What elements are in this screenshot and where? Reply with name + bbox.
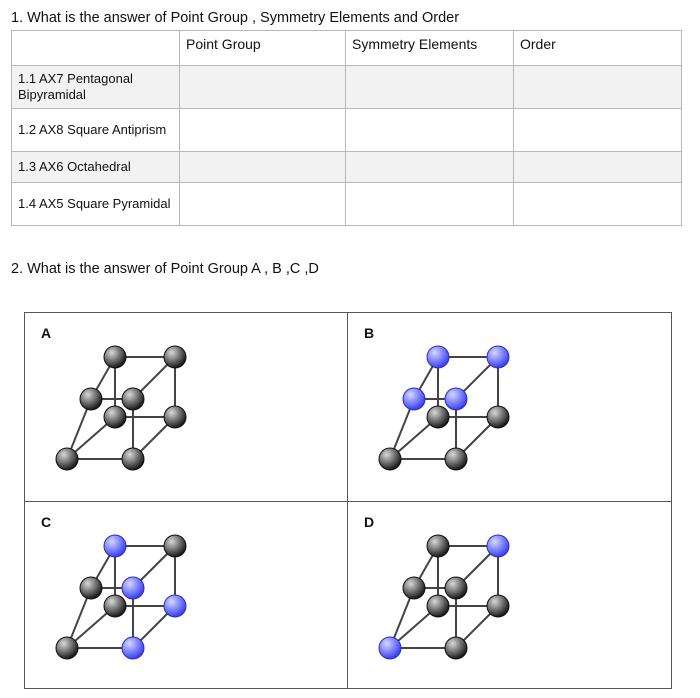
black-atom	[427, 535, 449, 557]
black-atom	[80, 388, 102, 410]
molecule-grid	[24, 312, 672, 689]
header-cell-empty	[12, 31, 180, 66]
black-atom	[104, 406, 126, 428]
header-symmetry-elements: Symmetry Elements	[346, 31, 514, 66]
black-atom	[487, 595, 509, 617]
black-atom	[104, 346, 126, 368]
black-atom	[487, 406, 509, 428]
black-atom	[445, 448, 467, 470]
black-atom	[164, 535, 186, 557]
black-atom	[56, 637, 78, 659]
point-group-cell[interactable]	[180, 66, 346, 109]
panel-label: B	[364, 325, 375, 341]
black-atom	[104, 595, 126, 617]
cube-diagram	[25, 313, 347, 500]
symmetry-elements-cell[interactable]	[346, 66, 514, 109]
order-cell[interactable]	[514, 109, 682, 152]
header-point-group: Point Group	[180, 31, 346, 66]
table-row	[12, 66, 682, 109]
order-cell[interactable]	[514, 66, 682, 109]
panel-d	[348, 502, 670, 689]
black-atom	[56, 448, 78, 470]
blue-atom	[104, 535, 126, 557]
panel-label: D	[364, 514, 375, 530]
blue-atom	[487, 535, 509, 557]
blue-atom	[427, 346, 449, 368]
point-group-cell[interactable]	[180, 183, 346, 226]
blue-atom	[403, 388, 425, 410]
table-row	[12, 109, 682, 152]
black-atom	[427, 595, 449, 617]
black-atom	[122, 388, 144, 410]
black-atom	[445, 577, 467, 599]
black-atom	[403, 577, 425, 599]
row-label: 1.2 AX8 Square Antiprism	[12, 109, 180, 152]
symmetry-elements-cell[interactable]	[346, 183, 514, 226]
cube-diagram	[348, 313, 670, 500]
cube-diagram	[348, 502, 670, 688]
point-group-cell[interactable]	[180, 109, 346, 152]
black-atom	[427, 406, 449, 428]
panel-b	[348, 313, 670, 500]
question-2-prompt: 2. What is the answer of Point Group A , B ,C ,D	[11, 261, 319, 277]
blue-atom	[122, 637, 144, 659]
header-order: Order	[514, 31, 682, 66]
panel-c	[25, 502, 347, 689]
blue-atom	[164, 595, 186, 617]
order-cell[interactable]	[514, 183, 682, 226]
black-atom	[164, 346, 186, 368]
black-atom	[445, 637, 467, 659]
cube-diagram	[25, 502, 347, 688]
table-row	[12, 183, 682, 226]
black-atom	[80, 577, 102, 599]
table-row	[12, 152, 682, 183]
point-group-cell[interactable]	[180, 152, 346, 183]
blue-atom	[445, 388, 467, 410]
blue-atom	[379, 637, 401, 659]
row-label: 1.1 AX7 Pentagonal Bipyramidal	[12, 66, 180, 109]
answer-table	[11, 30, 682, 226]
black-atom	[379, 448, 401, 470]
order-cell[interactable]	[514, 152, 682, 183]
panel-a	[25, 313, 347, 500]
symmetry-elements-cell[interactable]	[346, 109, 514, 152]
blue-atom	[122, 577, 144, 599]
row-label: 1.4 AX5 Square Pyramidal	[12, 183, 180, 226]
panel-label: C	[41, 514, 52, 530]
blue-atom	[487, 346, 509, 368]
panel-label: A	[41, 325, 52, 341]
black-atom	[122, 448, 144, 470]
table-header-row	[12, 31, 682, 66]
row-label: 1.3 AX6 Octahedral	[12, 152, 180, 183]
question-1-prompt: 1. What is the answer of Point Group , Symmetry Elements and Order	[11, 10, 460, 26]
symmetry-elements-cell[interactable]	[346, 152, 514, 183]
black-atom	[164, 406, 186, 428]
